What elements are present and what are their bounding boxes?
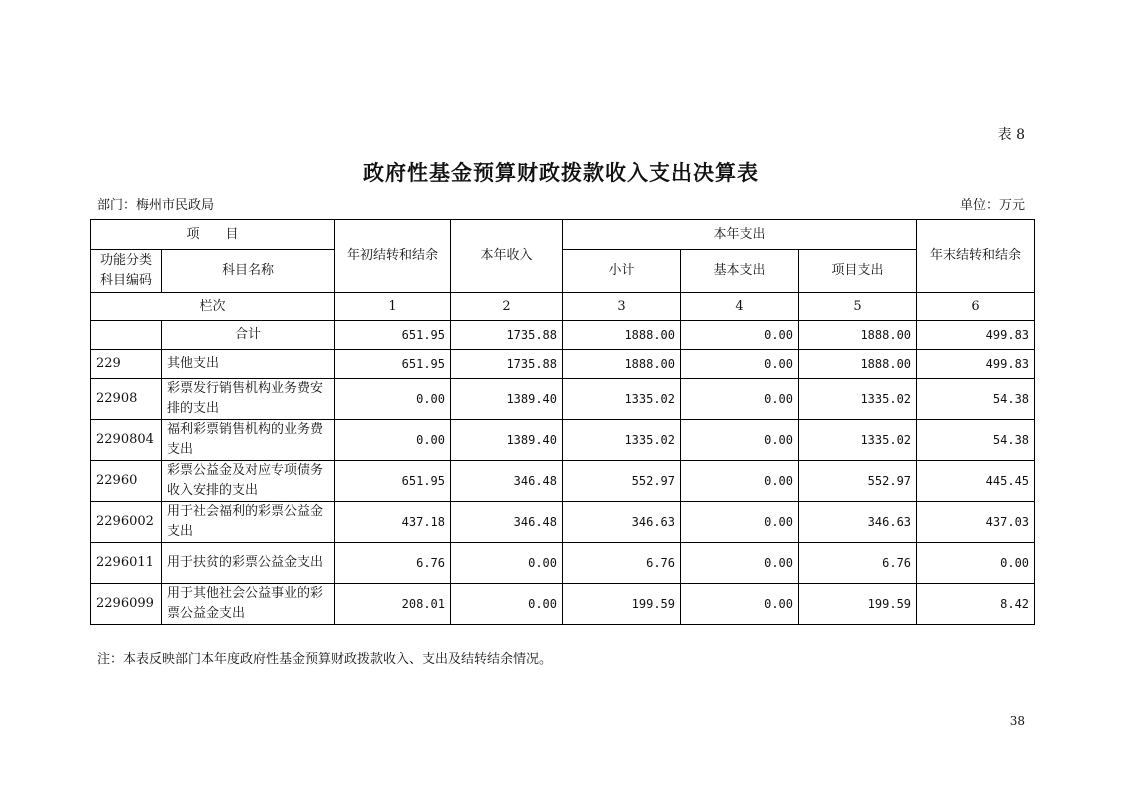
cell-value: 1389.40 xyxy=(451,379,563,420)
table-body xyxy=(91,321,1035,625)
cell-value: 0.00 xyxy=(681,379,799,420)
cell-value: 552.97 xyxy=(799,461,917,502)
table-row xyxy=(91,420,1035,461)
cell-value: 346.63 xyxy=(563,502,681,543)
budget-table xyxy=(90,219,1035,625)
table-row xyxy=(91,461,1035,502)
cell-value: 499.83 xyxy=(917,321,1035,350)
cell-code: 2290804 xyxy=(91,420,162,461)
cell-value: 1335.02 xyxy=(799,379,917,420)
cell-value: 1735.88 xyxy=(451,321,563,350)
col-number: 6 xyxy=(917,293,1035,321)
cell-name: 彩票公益金及对应专项债务收入安排的支出 xyxy=(162,461,335,502)
cell-value: 0.00 xyxy=(681,321,799,350)
header-project-expense: 项目支出 xyxy=(799,250,917,293)
cell-code: 2296011 xyxy=(91,543,162,584)
cell-value: 0.00 xyxy=(917,543,1035,584)
cell-value: 1888.00 xyxy=(563,350,681,379)
cell-value: 346.48 xyxy=(451,461,563,502)
col-number: 4 xyxy=(681,293,799,321)
header-column-index: 栏次 xyxy=(91,293,335,321)
cell-value: 0.00 xyxy=(681,543,799,584)
col-number: 3 xyxy=(563,293,681,321)
cell-value: 1888.00 xyxy=(563,321,681,350)
cell-code: 229 xyxy=(91,350,162,379)
cell-value: 0.00 xyxy=(335,420,451,461)
cell-value: 437.18 xyxy=(335,502,451,543)
cell-value: 1335.02 xyxy=(563,379,681,420)
cell-name: 彩票发行销售机构业务费安排的支出 xyxy=(162,379,335,420)
page-number: 38 xyxy=(1009,714,1025,728)
cell-value: 8.42 xyxy=(917,584,1035,625)
table-row xyxy=(91,543,1035,584)
table-number: 表 8 xyxy=(997,127,1025,143)
header-basic-expense: 基本支出 xyxy=(681,250,799,293)
cell-value: 499.83 xyxy=(917,350,1035,379)
table-header xyxy=(91,220,1035,321)
cell-value: 1389.40 xyxy=(451,420,563,461)
header-func-code: 功能分类科目编码 xyxy=(91,250,162,293)
table-row xyxy=(91,379,1035,420)
cell-value: 445.45 xyxy=(917,461,1035,502)
header-subtotal: 小计 xyxy=(563,250,681,293)
cell-value: 1735.88 xyxy=(451,350,563,379)
cell-value: 6.76 xyxy=(335,543,451,584)
cell-value: 0.00 xyxy=(681,461,799,502)
cell-value: 1335.02 xyxy=(799,420,917,461)
header-item: 项 目 xyxy=(91,220,335,250)
cell-name: 用于其他社会公益事业的彩票公益金支出 xyxy=(162,584,335,625)
cell-value: 0.00 xyxy=(681,584,799,625)
cell-value: 199.59 xyxy=(799,584,917,625)
col-number: 1 xyxy=(335,293,451,321)
cell-value: 0.00 xyxy=(681,502,799,543)
cell-value: 0.00 xyxy=(335,379,451,420)
unit-label: 单位：万元 xyxy=(959,198,1025,213)
cell-code: 22960 xyxy=(91,461,162,502)
cell-name: 用于扶贫的彩票公益金支出 xyxy=(162,543,335,584)
cell-name: 合计 xyxy=(162,321,335,350)
cell-value: 651.95 xyxy=(335,350,451,379)
cell-value: 0.00 xyxy=(451,584,563,625)
cell-code: 2296002 xyxy=(91,502,162,543)
header-annual-income: 本年收入 xyxy=(451,220,563,293)
cell-code xyxy=(91,321,162,350)
page-title: 政府性基金预算财政拨款收入支出决算表 xyxy=(363,160,759,185)
cell-code: 2296099 xyxy=(91,584,162,625)
table-row xyxy=(91,584,1035,625)
department-label: 部门：梅州市民政局 xyxy=(97,198,215,213)
cell-value: 1335.02 xyxy=(563,420,681,461)
cell-value: 1888.00 xyxy=(799,321,917,350)
col-number: 2 xyxy=(451,293,563,321)
cell-value: 6.76 xyxy=(563,543,681,584)
cell-value: 1888.00 xyxy=(799,350,917,379)
cell-value: 54.38 xyxy=(917,420,1035,461)
total-row xyxy=(91,321,1035,350)
cell-value: 346.48 xyxy=(451,502,563,543)
table-row xyxy=(91,502,1035,543)
col-number: 5 xyxy=(799,293,917,321)
table-row xyxy=(91,350,1035,379)
header-opening-balance: 年初结转和结余 xyxy=(335,220,451,293)
cell-value: 0.00 xyxy=(451,543,563,584)
cell-value: 0.00 xyxy=(681,350,799,379)
cell-value: 437.03 xyxy=(917,502,1035,543)
cell-value: 6.76 xyxy=(799,543,917,584)
cell-name: 福利彩票销售机构的业务费支出 xyxy=(162,420,335,461)
header-subject-name: 科目名称 xyxy=(162,250,335,293)
cell-value: 552.97 xyxy=(563,461,681,502)
cell-value: 651.95 xyxy=(335,461,451,502)
cell-name: 用于社会福利的彩票公益金支出 xyxy=(162,502,335,543)
cell-value: 199.59 xyxy=(563,584,681,625)
cell-value: 651.95 xyxy=(335,321,451,350)
cell-value: 54.38 xyxy=(917,379,1035,420)
header-closing-balance: 年末结转和结余 xyxy=(917,220,1035,293)
header-annual-expense: 本年支出 xyxy=(563,220,917,250)
cell-value: 346.63 xyxy=(799,502,917,543)
cell-value: 0.00 xyxy=(681,420,799,461)
table-note: 注：本表反映部门本年度政府性基金预算财政拨款收入、支出及结转结余情况。 xyxy=(97,652,553,667)
cell-code: 22908 xyxy=(91,379,162,420)
cell-value: 208.01 xyxy=(335,584,451,625)
cell-name: 其他支出 xyxy=(162,350,335,379)
